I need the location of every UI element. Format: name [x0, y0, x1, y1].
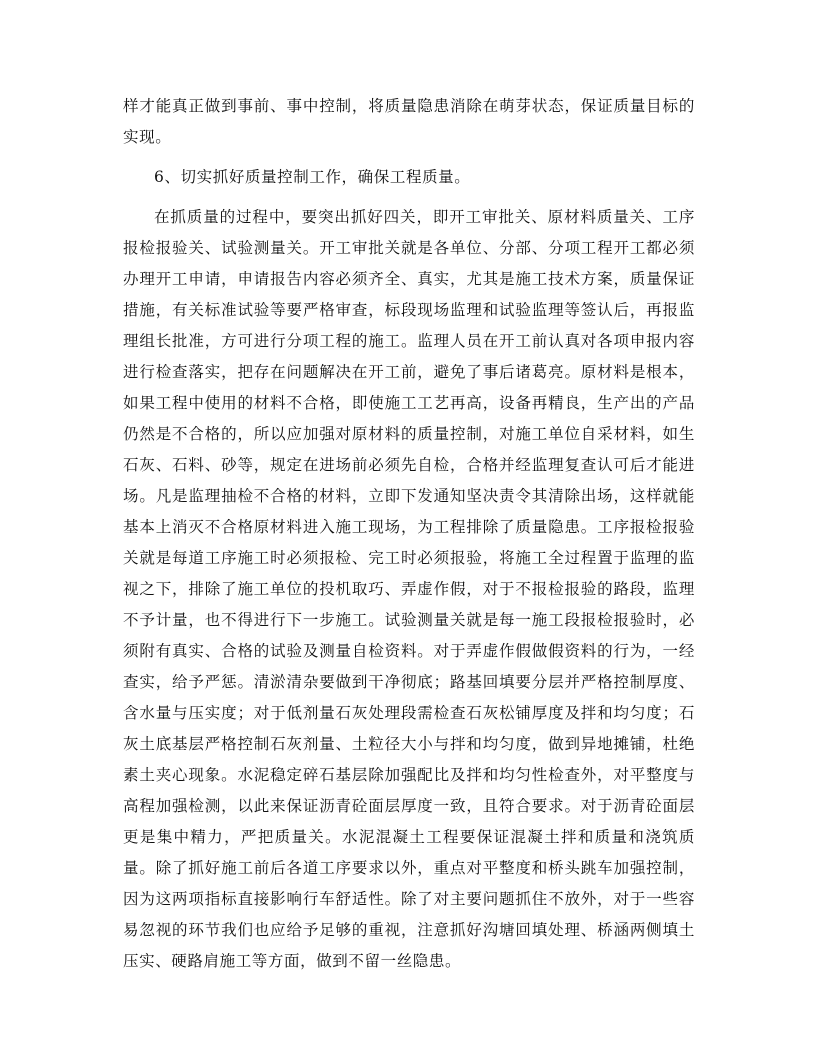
section-heading: 6、切实抓好质量控制工作，确保工程质量。	[154, 168, 471, 186]
body-paragraph: 在抓质量的过程中，要突出抓好四关，即开工审批关、原材料质量关、工序报检报验关、试验测量关。开工审批关就是各单位、分部、分项工程开工都必须办理开工申请，申请报告内容必须齐全、真实，尤其是施工技术方案，质量保证措施，有关标准试验等要严格审查，标段现场监理和试验监理等签认后，再报监理组长批准，方可进行分项工程的施工。监理人员在开工前认真对各项申报内容进行检查落实，把存在问题解决在开工前，避免了事后诸葛亮。原材料是根本，如果工程中使用的材料不合格，即使施工工艺再高，设备再精良，生产出的产品仍然是不合格的，所以应加强对原材料的质量控制，对施工单位自采材料，如生石灰、石料、砂等，规定在进场前必须先自检，合格并经监理复查认可后才能进场。凡是监理抽检不合格的材料，立即下发通知坚决责令其清除出场，这样就能基本上消灭不合格原材料进入施工现场，为工程排除了质量隐患。工序报检报验关就是每道工序施工时必须报检、完工时必须报验，将施工全过程置于监理的监视之下，排除了施工单位的投机取巧、弄虚作假，对于不报检报验的路段，监理不予计量，也不得进行下一步施工。试验测量关就是每一施工段报检报验时，必须附有真实、合格的试验及测量自检资料。对于弄虚作假做假资料的行为，一经查实，给予严惩。清淤清杂要做到干净彻底；路基回填要分层并严格控制厚度、含水量与压实度；对于低剂量石灰处理段需检查石灰松铺厚度及拌和均匀度；石灰土底基层严格控制石灰剂量、土粒径大小与拌和均匀度，做到异地摊铺，杜绝素土夹心现象。水泥稳定碎石基层除加强配比及拌和均匀性检查外，对平整度与高程加强检测，以此来保证沥青砼面层厚度一致，且符合要求。对于沥青砼面层更是集中精力，严把质量关。水泥混凝土工程要保证混凝土拌和质量和浇筑质量。除了抓好施工前后各道工序要求以外，重点对平整度和桥头跳车加强控制，因为这两项指标直接影响行车舒适性。除了对主要问题抓住不放外，对于一些容易忽视的环节我们也应给予足够的重视，注意抓好沟塘回填处理、桥涵两侧填土压实、硬路肩施工等方面，做到不留一丝隐患。	[123, 208, 695, 970]
continued-paragraph: 样才能真正做到事前、事中控制，将质量隐患消除在萌芽状态，保证质量目标的实现。	[123, 97, 695, 146]
